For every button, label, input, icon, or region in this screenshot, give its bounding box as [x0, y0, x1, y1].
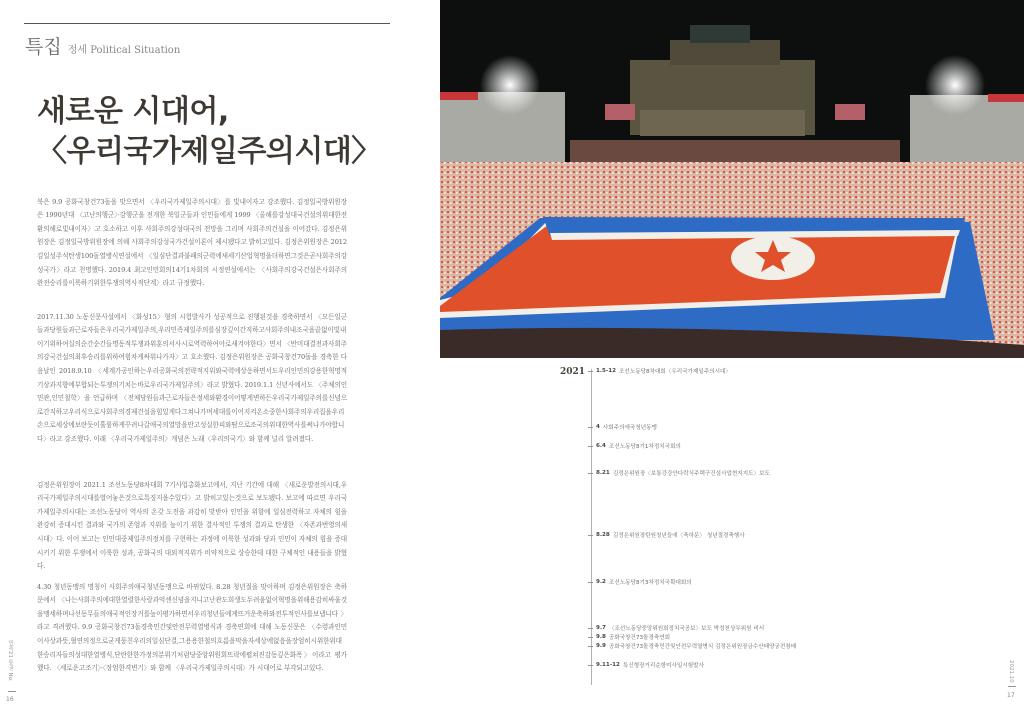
timeline-tick — [588, 427, 593, 428]
timeline-item — [588, 661, 704, 669]
timeline-year: 2021 — [560, 367, 586, 377]
palace-base — [640, 110, 805, 136]
timeline-item — [588, 633, 670, 641]
timeline-item — [588, 367, 731, 375]
timeline-item — [588, 423, 657, 431]
right-page — [440, 0, 1024, 724]
timeline-text: 특신형장거리순항미사일시험발사 — [622, 663, 704, 669]
headline-line-1: 새로운 시대어, — [37, 94, 229, 129]
page-number-right: 17 — [1007, 692, 1015, 699]
timeline-tick — [588, 446, 593, 447]
timeline-item — [588, 578, 692, 586]
timeline-text: 공화국창건73돌경축연회 — [608, 635, 671, 641]
body-paragraph: 4.30 청년동맹의 명칭이 사회주의애국청년동맹으로 바뀌었다. 8.28 청년절을 맞이하며 김정은위원장은 축하문에서 〈나는사회주의에대한열렬한사랑과억센신념을지니고난관도희생도두려움없이혁명을위해용감히싸울것을맹세하며나선동무들의애국적인장거를높이평가하면서우리청년들에게뜨거운축하와전투적인사를보냅니다〉라고 격려했다. 9.9 공화국창건73돌경축민간및안전무력열병식과 경축연회에 대해 노동신문은 〈수령과인민이사상과뜻,혈연의정으로굳게뭉친우리의일심단결,그용용한철의흐름을막을자세상에없음을장엄히시위한위대한승리자들의성대한열병식,단란한한가정의분위기처럼당중앙위원회뜨락에펼쳐진감동깊은화폭〉이라고 평가했다. 〈세로운고조기〉·〈장엄한격변기〉와 함께 〈우리국가제일주의시대〉가 시대어로 부각되고있다. — [37, 582, 347, 673]
floodlight-right — [925, 55, 985, 115]
folio-right — [1005, 660, 1019, 716]
folio-rule — [8, 691, 16, 692]
section-header — [25, 32, 180, 59]
body-paragraph: 북은 9.9 공화국창건73돌을 맞으면서 〈우리국가제일주의시대〉를 빛내이자고 강조했다. 김정일국방위원장은 1990년대 〈고난의행군〉·강행군을 전개한 북일군들과 인민들에게 1999 〈올해를강성대국건설의위대한전환의해로빛내이자〉고 호소하고 이후 사회주의강성대국의 전망을 그리며 사회주의건설을 이어갔다. 김정은위원장은 김정일국방위원장에 의해 사회주의강성국가건설이론이 제시됐다고 밝히고있다. 김정은위원장은 2012 김일성주석탄생100돌열병식연설에서 〈일심단결과불패의군력에새세기산업혁명을더하면그것은곧사회주의강성국가〉라고 천명했다. 2019.4 최고인민회의14기1차회의 시정연설에서는 〈사회주의강국건설은사회주의완전승리를이룩하기위한투쟁의역사적단계〉라고 규정했다. — [37, 197, 347, 288]
header-rule — [24, 23, 390, 24]
right-banner — [988, 94, 1024, 102]
section-subtitle: 정세 Political Situation — [67, 45, 181, 56]
palace-upper — [670, 40, 780, 65]
timeline-item — [588, 442, 681, 450]
parade-illustration — [440, 0, 1024, 358]
headline-line-2: 〈우리국가제일주의시대〉 — [37, 134, 381, 169]
timeline-tick — [588, 371, 593, 372]
timeline-item — [588, 469, 770, 477]
folio-left — [6, 640, 16, 716]
timeline-text: 조선노동당8기1차정치국회의 — [608, 444, 681, 450]
timeline-item — [588, 531, 745, 539]
timeline-tick — [588, 628, 593, 629]
body-paragraph: 김정은위원장이 2021.1 조선노동당8차대회 7기사업총화보고에서, 지난 기간에 대해 〈새로운발전의시대,우리국가제일주의시대를열어놓은것으로특징지을수있다〉고 밝히고있는것으로 보도됐다. 보고에 따르면 우리국가제일주의시대는 조선노동당이 역사의 온갖 도전을 과감히 맞받아 인민을 위함에 일심전력하고 자체의 힘을 완강히 증대시킨 결과와 국가의 존엄과 지위를 높이기 위한 결사적인 투쟁의 결과로 탄생한 〈자존과번영의새시대〉다. 이어 보고는 인민대중제일주의정치를 구현하는 과정에 이룩한 성과와 당과 인민이 자체의 힘을 증대시키기 위한 투쟁에서 이룩한 성과, 공화국의 대외적지위가 비약적으로 상승한데 대한 구체적인 내용들을 밝혔다. — [37, 480, 347, 571]
timeline-date: 4 — [596, 424, 600, 430]
timeline-date: 9.9 — [596, 643, 606, 649]
timeline-date: 9.8 — [596, 634, 606, 640]
parade-photo — [440, 0, 1024, 358]
timeline-date: 8.21 — [596, 470, 610, 476]
timeline-date: 1.5-12 — [596, 368, 617, 374]
timeline-text: 조선노동당8차대회〈우리국가제일주의시대〉 — [619, 369, 732, 375]
timeline-text: 〈조선노동당중앙위원회정치국공보〉보도 박정천상무위원 비서 — [608, 626, 765, 632]
timeline-text: 김정은위원장탄원청년들에〈축하문〉 청년절경축행사 — [612, 533, 745, 539]
stands — [570, 140, 900, 162]
left-banner — [440, 92, 478, 100]
screen-right — [835, 104, 865, 120]
timeline-date: 8.28 — [596, 532, 610, 538]
timeline — [560, 367, 1000, 707]
screen-left — [605, 104, 635, 120]
body-paragraph: 2017.11.30 노동신문사설에서 〈화성15〉형의 시험발사가 성공적으로 진행된것을 경축하면서 〈모든일군들과당원들과근로자들은우리국가제일주의,우리민족제일주의를심장깊이간직하고사회주의내조국을끝없이빛내이기위하여실의순간순간들명동적투쟁과위훈의서사시로역력하여아로새겨야한다〉면서 〈반미대결전과사회주의강국건설의최후승리를위하여힘차게싸워나가자〉고 호소했다. 김정은위원장은 공화국창건70돌을 경축한 다음날인 2018.9.10 〈세계가공인하는우리공화국의전략적지위와국력에상응하면서도우리인민의강용한혁명적기상과지향에부합되는투쟁의기치는바로우리국가제일주의〉라고 밝혔다. 2019.1.1 신년사에서도 〈주체의인민관,인민철학〉을 언급하며 〈전체당원들과근로자들은정세와환경이어떻게변하든우리국가제일주의를신념으로간직하고우리식으로사회주의경제건설을힘있게다그쳐나가며세대를이어지켜온소중한사회주의우리집을우리손으로세상에보란듯이훌륭하게꾸려나갈애국의열망을안고성실한피와땀으로조국의위대한역사를써나가야합니다〉라고 강조했다. 이래 〈우리국가제일주의〉개념은 노래〈우리의국기〉와 함께 널리 알려졌다. — [37, 312, 347, 443]
folio-rule — [1008, 686, 1016, 687]
timeline-tick — [588, 582, 593, 583]
section-title: 특집 — [25, 36, 62, 58]
issue-label: 2021.10 — [1008, 660, 1014, 683]
timeline-tick — [588, 473, 593, 474]
timeline-date: 9.11-12 — [596, 662, 620, 668]
timeline-date: 9.2 — [596, 579, 606, 585]
timeline-tick — [588, 535, 593, 536]
timeline-text: 사회주의애국청년동맹 — [602, 425, 657, 431]
timeline-item — [588, 624, 764, 632]
article-headline — [37, 92, 381, 172]
timeline-text: 공화국창건73돌경축민간및안전무력열병식 김정은위원장금수산태양궁전참배 — [608, 644, 797, 650]
page-number-left: 16 — [6, 696, 14, 703]
timeline-tick — [588, 665, 593, 666]
timeline-text: 조선노동당8기3차정치국확대회의 — [608, 580, 692, 586]
timeline-date: 9.7 — [596, 625, 606, 631]
palace-roof — [690, 25, 750, 43]
timeline-item — [588, 642, 796, 650]
magazine-label: 민족21 통권 No. — [7, 640, 13, 682]
timeline-text: 김정은위원장〈보통강강안다락식주택구건설사업현지지도〉보도 — [612, 471, 770, 477]
left-page — [0, 0, 440, 724]
timeline-date: 6.4 — [596, 443, 606, 449]
floodlight-left — [480, 55, 540, 115]
timeline-tick — [588, 646, 593, 647]
timeline-tick — [588, 637, 593, 638]
